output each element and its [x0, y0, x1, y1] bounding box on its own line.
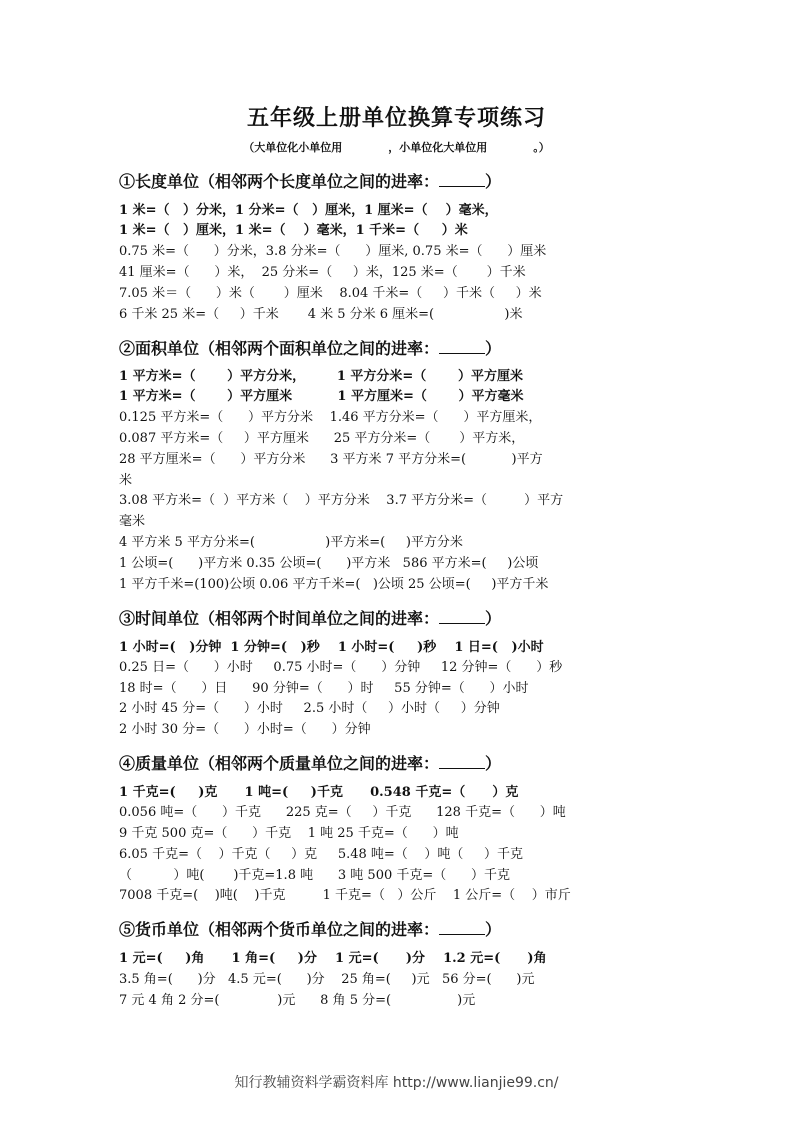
exercise-line: 1 小时=( )分钟 1 分钟=( )秒 1 小时=( )秒 1 日=( )小时 [119, 640, 544, 655]
exercise-line: 7.05 米＝（ ）米（ ）厘米 8.04 千米=（ ）千米（ ）米 [119, 286, 542, 301]
exercise-line: 3.08 平方米=（ ）平方米（ ）平方分米 3.7 平方分米=（ ）平方 [119, 493, 564, 508]
exercise-line: 7 元 4 角 2 分=( )元 8 角 5 分=( )元 [119, 993, 476, 1008]
answer-blank[interactable] [439, 754, 485, 769]
exercise-line: 2 小时 30 分=（ ）小时=（ ）分钟 [119, 722, 371, 737]
exercise-line: 1 平方千米=(100)公顷 0.06 平方千米=( )公顷 25 公顷=( )平方千米 [119, 577, 549, 592]
footer-watermark: 知行教辅资料学霸资料库 http://www.lianjie99.cn/ [234, 1075, 559, 1091]
exercise-line: 0.125 平方米=（ ）平方分米 1.46 平方分米=（ ）平方厘米， [119, 410, 542, 425]
answer-blank[interactable] [439, 920, 485, 935]
exercise-line: 0.25 日=（ ）小时 0.75 小时=（ ）分钟 12 分钟=（ ）秒 [119, 660, 563, 675]
section-heading-length: ①长度单位（相邻两个长度单位之间的进率： ） [119, 172, 502, 191]
exercise-line: 1 千克=( )克 1 吨=( )千克 0.548 千克=（ ）克 [119, 785, 519, 800]
exercise-line: 18 时=（ ）日 90 分钟=（ ）时 55 分钟=（ ）小时 [119, 681, 529, 696]
exercise-line: 1 平方米=（ ）平方厘米 1 平方厘米=（ ）平方毫米 [119, 389, 524, 404]
exercise-line: 2 小时 45 分=（ ）小时 2.5 小时（ ）小时（ ）分钟 [119, 701, 500, 716]
section-heading-currency: ⑤货币单位（相邻两个货币单位之间的进率： ） [119, 920, 502, 939]
section-heading-mass: ④质量单位（相邻两个质量单位之间的进率： ） [119, 754, 502, 773]
exercise-line: 4 平方米 5 平方分米=( )平方米=( )平方分米 [119, 535, 463, 550]
exercise-line: 9 千克 500 克=（ ）千克 1 吨 25 千克=（ ）吨 [119, 826, 459, 841]
answer-blank[interactable] [439, 172, 485, 187]
exercise-line: 3.5 角=( )分 4.5 元=( )分 25 角=( )元 56 分=( )元 [119, 972, 535, 987]
exercise-line: 7008 千克=( )吨( )千克 1 千克=（ ）公斤 1 公斤=（ ）市斤 [119, 888, 571, 903]
exercise-line: 0.087 平方米=（ ）平方厘米 25 平方分米=（ ）平方米， [119, 431, 525, 446]
exercise-line: 毫米 [119, 514, 146, 529]
exercise-line: 1 元=( )角 1 角=( )分 1 元=( )分 1.2 元=( )角 [119, 951, 547, 966]
answer-blank[interactable] [439, 339, 485, 354]
exercise-line: 0.75 米=（ ）分米，3.8 分米=（ ）厘米, 0.75 米=（ ）厘米 [119, 244, 547, 259]
exercise-line: 米 [119, 473, 133, 488]
section-heading-area: ②面积单位（相邻两个面积单位之间的进率： ） [119, 339, 502, 358]
exercise-line: 1 米=（ ）分米，1 分米=（ ）厘米，1 厘米=（ ）毫米， [119, 203, 498, 218]
exercise-line: （ ）吨( )千克=1.8 吨 3 吨 500 千克=（ ）千克 [119, 868, 511, 883]
answer-blank[interactable] [439, 609, 485, 624]
exercise-line: 1 米=（ ）厘米，1 米=（ ）毫米，1 千米=（ ）米 [119, 223, 468, 238]
exercise-line: 41 厘米=（ ）米， 25 分米=（ ）米，125 米=（ ）千米 [119, 265, 526, 280]
page-subtitle: （大单位化小单位用 ，小单位化大单位用 。） [243, 141, 550, 154]
exercise-line: 6.05 千克=（ ）千克（ ）克 5.48 吨=（ ）吨（ ）千克 [119, 847, 523, 862]
exercise-line: 0.056 吨=（ ）千克 225 克=（ ）千克 128 千克=（ ）吨 [119, 805, 566, 820]
exercise-line: 6 千米 25 米=（ ）千米 4 米 5 分米 6 厘米=( )米 [119, 307, 523, 322]
exercise-line: 28 平方厘米=（ ）平方分米 3 平方米 7 平方分米=( )平方 [119, 452, 543, 467]
exercise-line: 1 公顷=( )平方米 0.35 公顷=( )平方米 586 平方米=( )公顷 [119, 556, 539, 571]
section-heading-time: ③时间单位（相邻两个时间单位之间的进率： ） [119, 609, 502, 628]
page-title: 五年级上册单位换算专项练习 [246, 105, 546, 131]
exercise-line: 1 平方米=（ ）平方分米， 1 平方分米=（ ）平方厘米 [119, 369, 523, 384]
